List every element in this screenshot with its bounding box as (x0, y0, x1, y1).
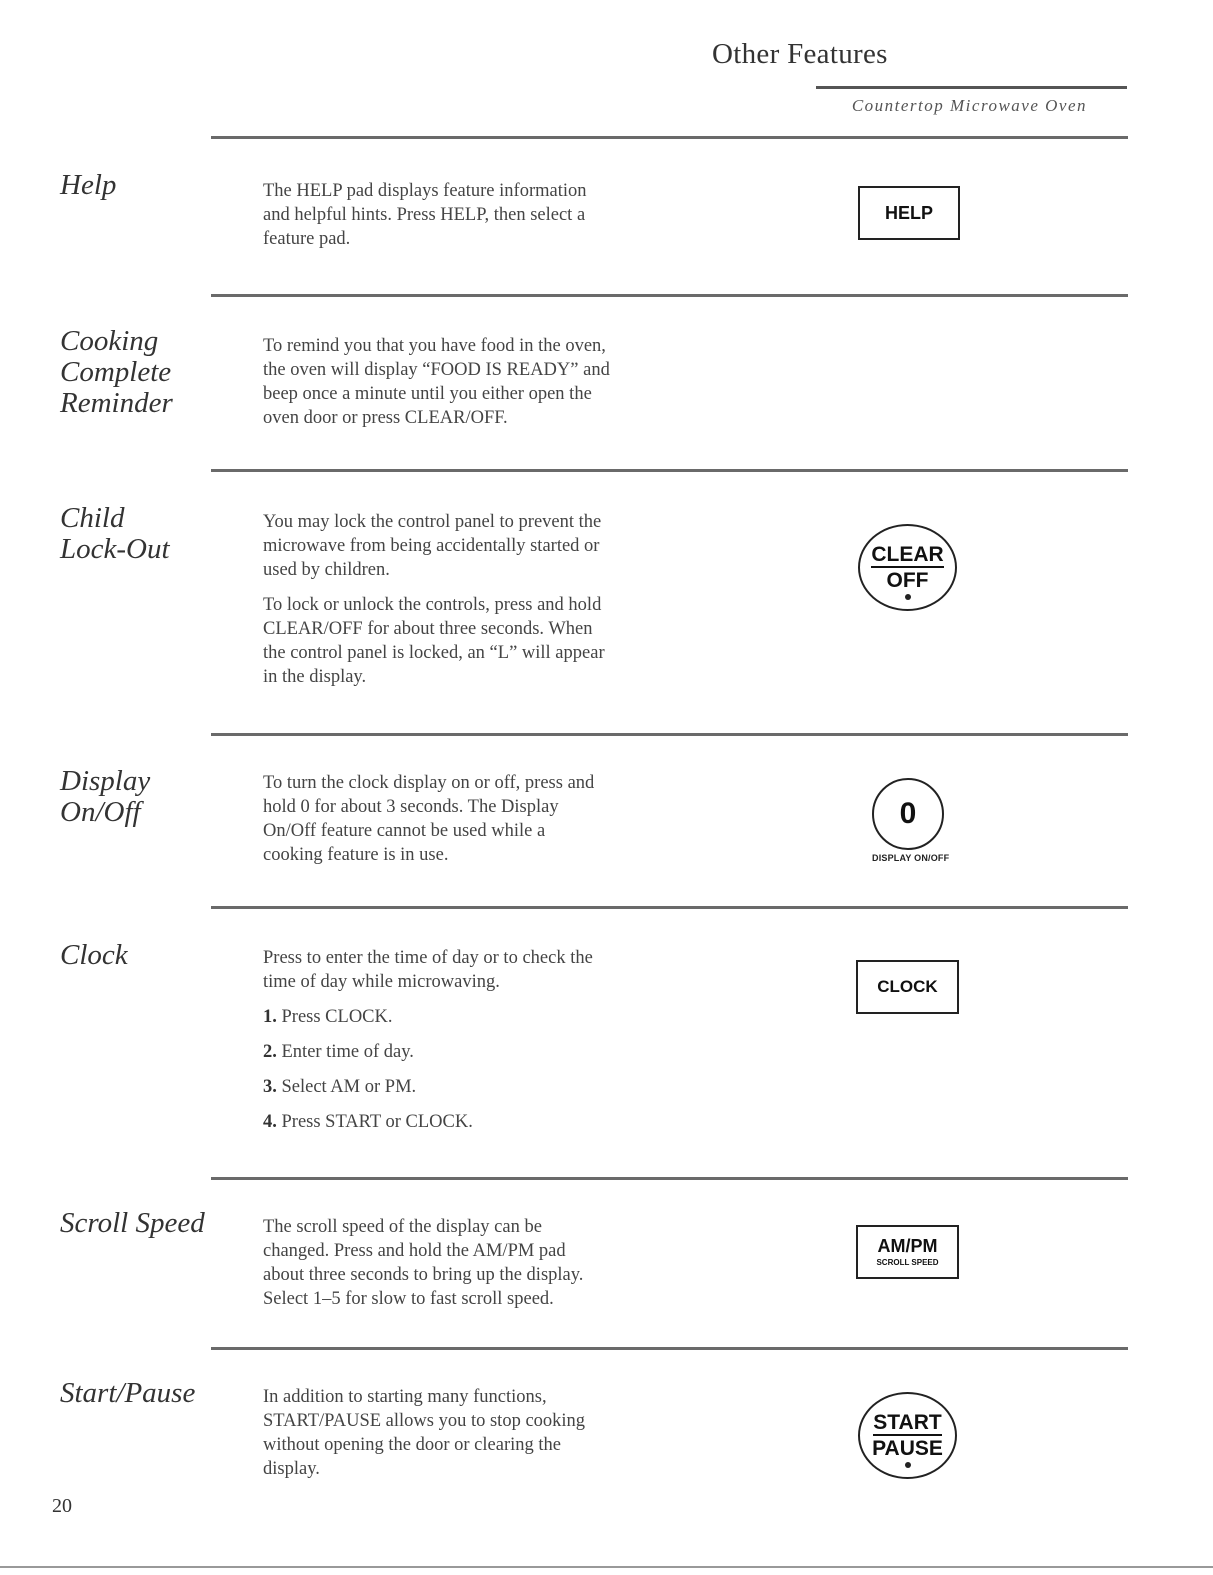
text-line: You may lock the control panel to prevent the (263, 512, 602, 532)
text-line: about three seconds to bring up the display. (263, 1265, 584, 1285)
title-line: Child (60, 502, 125, 534)
text-line: cooking feature is in use. (263, 845, 449, 865)
text-line: in the display. (263, 667, 367, 687)
help-pad-label: HELP (884, 202, 933, 223)
clock-description (263, 946, 703, 1134)
scroll-speed-pad-sublabel: SCROLL SPEED (876, 1258, 939, 1267)
step-text: Select AM or PM. (281, 1077, 417, 1097)
text-line: The HELP pad displays feature information (263, 181, 587, 201)
title-line: Reminder (60, 387, 173, 419)
help-description (263, 179, 703, 251)
pause-pad-label: PAUSE (872, 1437, 943, 1460)
step-text: Press START or CLOCK. (281, 1112, 473, 1132)
page-subtitle: Countertop Microwave Oven (851, 96, 1087, 115)
start-pause-description (263, 1385, 703, 1481)
start-pause-pad-button[interactable] (858, 1392, 957, 1479)
step-item (263, 1110, 703, 1134)
section-title-cooking-complete (60, 326, 173, 419)
section-title-child-lock (60, 503, 170, 565)
section-divider (211, 469, 1128, 472)
step-item (263, 1040, 703, 1064)
text-line: START/PAUSE allows you to stop cooking (263, 1411, 586, 1431)
page-bottom-edge (0, 1566, 1213, 1568)
section-divider (211, 294, 1128, 297)
display-onoff-description (263, 771, 703, 867)
scroll-speed-description (263, 1215, 703, 1311)
am-pm-pad-button[interactable] (856, 1225, 959, 1279)
text-line: CLEAR/OFF for about three seconds. When (263, 619, 593, 639)
text-line: To turn the clock display on or off, press and (263, 773, 595, 793)
text-line: feature pad. (263, 229, 351, 249)
title-line: Cooking (60, 325, 159, 357)
indicator-dot-icon (905, 1462, 911, 1468)
page-title: Other Features (712, 38, 888, 70)
text-line: used by children. (263, 560, 390, 580)
text-line: time of day while microwaving. (263, 972, 500, 992)
step-number: 2. (263, 1042, 277, 1062)
text-line: changed. Press and hold the AM/PM pad (263, 1241, 566, 1261)
help-pad-button[interactable] (858, 186, 960, 240)
text-line: Select 1–5 for slow to fast scroll speed. (263, 1289, 554, 1309)
clock-pad-label: CLOCK (877, 977, 938, 996)
text-line: On/Off feature cannot be used while a (263, 821, 546, 841)
child-lock-description (263, 510, 703, 689)
step-item (263, 1005, 703, 1029)
text-line: In addition to starting many functions, (263, 1387, 547, 1407)
section-title-start-pause: Start/Pause (60, 1377, 196, 1409)
section-title-display-onoff (60, 766, 150, 828)
text-line: To remind you that you have food in the oven, (263, 336, 606, 356)
zero-pad-label: 0 (899, 797, 917, 830)
section-divider (211, 906, 1128, 909)
cooking-complete-description (263, 334, 703, 430)
text-line: oven door or press CLEAR/OFF. (263, 408, 508, 428)
page-number: 20 (52, 1495, 72, 1517)
am-pm-pad-label: AM/PM (877, 1236, 938, 1256)
text-line: Press to enter the time of day or to check the (263, 948, 593, 968)
text-line: display. (263, 1459, 320, 1479)
text-line: the control panel is locked, an “L” will appear (263, 643, 605, 663)
header-divider (816, 86, 1127, 89)
section-divider (211, 136, 1128, 139)
text-line: microwave from being accidentally started or (263, 536, 600, 556)
text-line: and helpful hints. Press HELP, then select a (263, 205, 586, 225)
off-pad-label: OFF (886, 569, 929, 592)
title-line: Complete (60, 356, 172, 388)
start-pad-label: START (873, 1411, 942, 1434)
text-line: the oven will display “FOOD IS READY” and (263, 360, 610, 380)
text-line: hold 0 for about 3 seconds. The Display (263, 797, 559, 817)
text-line: without opening the door or clearing the (263, 1435, 561, 1455)
section-divider (211, 1177, 1128, 1180)
step-number: 1. (263, 1007, 277, 1027)
title-line: Lock-Out (60, 533, 170, 565)
title-line: On/Off (60, 796, 141, 828)
zero-pad-button[interactable] (872, 778, 944, 850)
step-text: Press CLOCK. (281, 1007, 393, 1027)
step-item (263, 1075, 703, 1099)
title-line: Display (60, 765, 151, 797)
display-onoff-caption: DISPLAY ON/OFF (872, 853, 950, 863)
clear-pad-label: CLEAR (871, 543, 944, 566)
step-number: 3. (263, 1077, 277, 1097)
section-title-scroll-speed: Scroll Speed (60, 1207, 205, 1239)
section-title-clock: Clock (60, 939, 128, 971)
section-divider (211, 1347, 1128, 1350)
indicator-dot-icon (905, 594, 911, 600)
clear-off-pad-button[interactable] (858, 524, 957, 611)
section-title-help: Help (60, 169, 117, 201)
text-line: beep once a minute until you either open the (263, 384, 592, 404)
clock-pad-button[interactable] (856, 960, 959, 1014)
text-line: The scroll speed of the display can be (263, 1217, 542, 1237)
text-line: To lock or unlock the controls, press and hold (263, 595, 602, 615)
section-divider (211, 733, 1128, 736)
step-number: 4. (263, 1112, 277, 1132)
step-text: Enter time of day. (281, 1042, 414, 1062)
